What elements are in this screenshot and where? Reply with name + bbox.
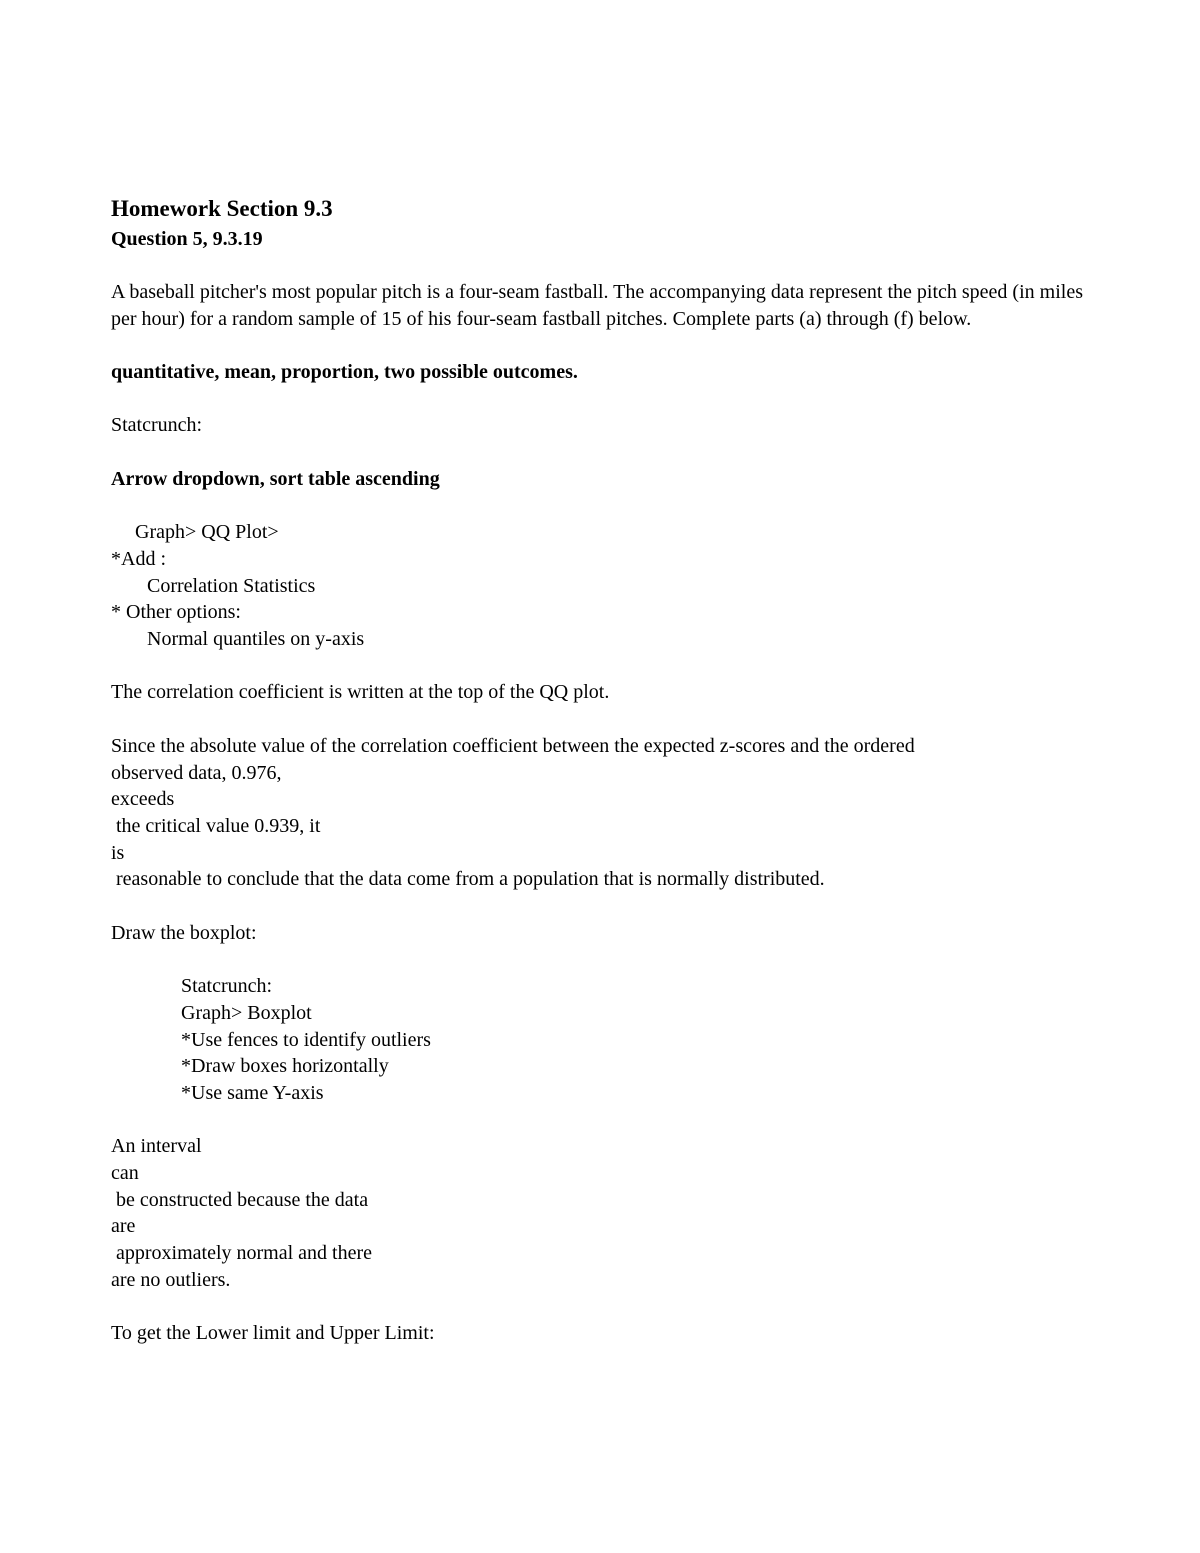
correlation-note: The correlation coefficient is written at the top of the QQ plot.	[111, 681, 610, 704]
qq-step: *Add :	[111, 547, 166, 570]
document-page	[111, 193, 1091, 1374]
boxplot-step: *Use same Y-axis	[181, 1081, 324, 1104]
keywords-line: quantitative, mean, proportion, two possible outcomes.	[111, 361, 578, 384]
qq-step: * Other options:	[111, 601, 241, 624]
interval-line: are no outliers.	[111, 1268, 231, 1291]
boxplot-label: Draw the boxplot:	[111, 921, 257, 944]
sort-instruction: Arrow dropdown, sort table ascending	[111, 467, 440, 490]
interval-line: are	[111, 1215, 136, 1238]
boxplot-step: Statcrunch:	[181, 975, 273, 998]
conclusion-line: is	[111, 841, 125, 864]
boxplot-step: *Draw boxes horizontally	[181, 1055, 389, 1078]
statcrunch-label: Statcrunch:	[111, 414, 203, 437]
qq-step: Graph> QQ Plot>	[135, 521, 279, 544]
qq-step: Correlation Statistics	[147, 574, 316, 597]
conclusion-line: reasonable to conclude that the data come from a population that is normally distributed.	[111, 868, 825, 891]
qq-plot-steps	[111, 519, 1091, 653]
interval-line: can	[111, 1162, 139, 1185]
interval-line: An interval	[111, 1135, 202, 1158]
boxplot-step: *Use fences to identify outliers	[181, 1028, 431, 1051]
boxplot-steps	[111, 973, 1091, 1107]
qq-step: Normal quantiles on y-axis	[147, 628, 365, 651]
conclusion-block	[111, 733, 1091, 893]
boxplot-step: Graph> Boxplot	[181, 1001, 312, 1024]
interval-line: be constructed because the data	[111, 1188, 369, 1211]
conclusion-line: exceeds	[111, 788, 175, 811]
limits-note: To get the Lower limit and Upper Limit:	[111, 1322, 435, 1345]
conclusion-line: Since the absolute value of the correlation coefficient between the expected z-scores and the ordered	[111, 734, 915, 757]
intro-paragraph: A baseball pitcher's most popular pitch is a four-seam fastball. The accompanying data represent the pitch speed (in miles per hour) for a random sample of 15 of his four-seam fastball pitches. Complete parts (a) through (f) below.	[111, 281, 1083, 330]
question-number: Question 5, 9.3.19	[111, 228, 263, 250]
interval-line: approximately normal and there	[111, 1242, 373, 1265]
page-title: Homework Section 9.3	[111, 196, 333, 221]
interval-block	[111, 1133, 1091, 1293]
conclusion-line: observed data, 0.976,	[111, 761, 282, 784]
conclusion-line: the critical value 0.939, it	[111, 814, 321, 837]
